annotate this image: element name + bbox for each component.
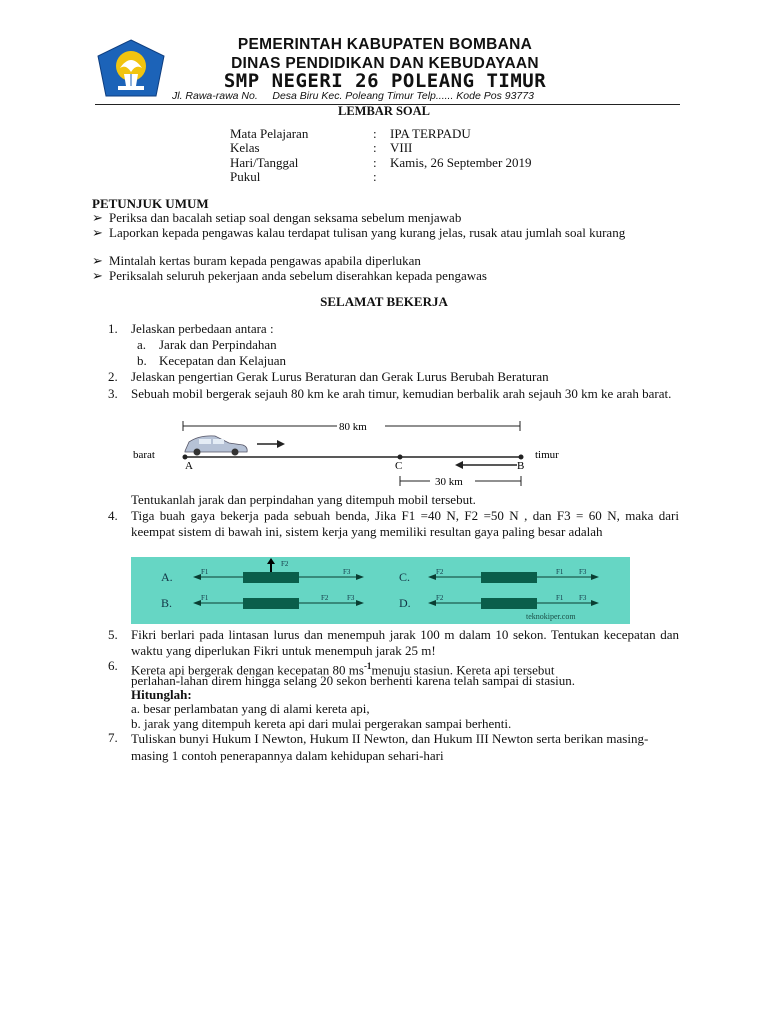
block — [481, 572, 537, 583]
block — [243, 598, 299, 609]
force-label: F1 — [201, 594, 209, 602]
force-label: F3 — [579, 568, 587, 576]
meta-value: VIII — [390, 140, 413, 155]
sub-question: a. besar perlambatan yang di alami kereta api, — [131, 701, 370, 716]
arrow-head — [277, 440, 285, 448]
force-label: F2 — [281, 560, 289, 568]
force-diagram — [131, 557, 630, 624]
point-a-dot — [183, 455, 188, 460]
question-text: Jelaskan pengertian Gerak Lurus Beraturan dan Gerak Lurus Berubah Beraturan — [131, 369, 549, 384]
car-icon — [185, 436, 247, 456]
meta-colon: : — [373, 155, 377, 170]
instructions-heading: PETUNJUK UMUM — [92, 196, 209, 211]
greeting: SELAMAT BEKERJA — [320, 294, 448, 309]
point-b-label: B — [517, 460, 525, 472]
meta-label: Kelas — [230, 140, 260, 155]
bullet-arrow: ➢ — [92, 210, 103, 225]
header-address: Jl. Rawa-rawa No. Desa Biru Kec. Poleang Timur Telp...... Kode Pos 93773 — [172, 90, 534, 102]
bullet-arrow: ➢ — [92, 268, 103, 283]
panel-d-label: D. — [399, 596, 411, 610]
meta-colon: : — [373, 169, 377, 184]
panel-b-label: B. — [161, 596, 173, 610]
question-number: 1. — [108, 321, 118, 336]
meta-label: Hari/Tanggal — [230, 155, 299, 170]
question-text: Fikri berlari pada lintasan lurus dan menempuh jarak 100 m dalam 10 sekon. Tentukan kecepatan dan waktu yang diperlukan Fikri untuk menempuh jarak 25 m! — [131, 627, 679, 658]
question-text-part: menuju stasiun. Kereta api tersebut — [371, 662, 555, 678]
document-title: LEMBAR SOAL — [337, 104, 431, 118]
panel-a-label: A. — [161, 570, 173, 584]
instruction-item: Periksalah seluruh pekerjaan anda sebelum diserahkan kepada pengawas — [109, 268, 487, 283]
question-followup: Tentukanlah jarak dan perpindahan yang ditempuh mobil tersebut. — [131, 492, 476, 507]
option-text: Kecepatan dan Kelajuan — [159, 353, 287, 368]
force-label: F1 — [201, 568, 209, 576]
panel-c-label: C. — [399, 570, 411, 584]
option-text: Jarak dan Perpindahan — [159, 337, 277, 352]
block — [481, 598, 537, 609]
distance-30-label: 30 km — [435, 476, 463, 488]
force-label: F3 — [579, 594, 587, 602]
meta-label: Pukul — [230, 169, 261, 184]
bullet-arrow: ➢ — [92, 225, 103, 240]
east-label: timur — [535, 449, 559, 461]
question-number: 4. — [108, 508, 118, 523]
question-number: 2. — [108, 369, 118, 384]
west-label: barat — [133, 449, 155, 461]
force-label: F3 — [343, 568, 351, 576]
meta-value: Kamis, 26 September 2019 — [390, 155, 532, 170]
question-text: Sebuah mobil bergerak sejauh 80 km ke arah timur, kemudian berbalik arah sejauh 30 km ke arah barat. — [131, 386, 672, 401]
meta-label: Mata Pelajaran — [230, 126, 309, 141]
header-government: PEMERINTAH KABUPATEN BOMBANA — [237, 36, 533, 53]
question-text: Tiga buah gaya bekerja pada sebuah benda, Jika F1 =40 N, F2 =50 N , dan F3 = 60 N, maka dari keempat sistem di bawah ini, sistem kerja yang memiliki resultan gaya paling besar adalah — [131, 508, 679, 539]
option-label: b. — [137, 353, 147, 368]
block — [243, 572, 299, 583]
meta-colon: : — [373, 126, 377, 141]
question-text: Jelaskan perbedaan antara : — [131, 321, 274, 336]
sub-question: b. jarak yang ditempuh kereta api dari mulai pergerakan sampai berhenti. — [131, 716, 512, 731]
point-c-label: C — [395, 460, 403, 472]
force-label: F3 — [347, 594, 355, 602]
watermark: teknokiper.com — [526, 612, 576, 621]
force-label: F1 — [556, 594, 564, 602]
question-number: 6. — [108, 658, 118, 673]
superscript: -1 — [363, 661, 372, 671]
bullet-arrow: ➢ — [92, 253, 103, 268]
instruction-item: Periksa dan bacalah setiap soal dengan seksama sebelum menjawab — [109, 210, 462, 225]
force-label: F2 — [321, 594, 329, 602]
header-school: SMP NEGERI 26 POLEANG TIMUR — [223, 70, 547, 92]
instruction-item: Mintalah kertas buram kepada pengawas apabila diperlukan — [109, 253, 421, 268]
option-label: a. — [137, 337, 147, 352]
motion-diagram — [125, 415, 585, 490]
question-number: 3. — [108, 386, 118, 401]
force-label: F1 — [556, 568, 564, 576]
question-text-part: Kereta api bergerak dengan kecepatan 80 ms — [131, 662, 364, 678]
force-label: F2 — [436, 568, 444, 576]
header-department: DINAS PENDIDIKAN DAN KEBUDAYAAN — [231, 55, 539, 72]
distance-80-label: 80 km — [339, 421, 367, 433]
hitunglah-label: Hitunglah: — [131, 687, 192, 702]
force-label: F2 — [436, 594, 444, 602]
question-number: 7. — [108, 730, 118, 745]
meta-value: IPA TERPADU — [390, 126, 471, 141]
question-text: Tuliskan bunyi Hukum I Newton, Hukum II Newton, dan Hukum III Newton serta berikan masing-masing 1 contoh penerapannya dalam kehidupan sehari-hari — [131, 731, 649, 763]
point-c-dot — [398, 455, 403, 460]
meta-colon: : — [373, 140, 377, 155]
point-a-label: A — [185, 460, 193, 472]
question-number: 5. — [108, 627, 118, 642]
point-b-dot — [519, 455, 524, 460]
question-text-line: perlahan-lahan direm hingga selang 20 sekon berhenti karena telah sampai di stasiun. — [131, 673, 576, 688]
instruction-item: Laporkan kepada pengawas kalau terdapat tulisan yang kurang jelas, rusak atau jumlah soal kurang — [109, 225, 626, 240]
arrow-head — [455, 461, 463, 469]
